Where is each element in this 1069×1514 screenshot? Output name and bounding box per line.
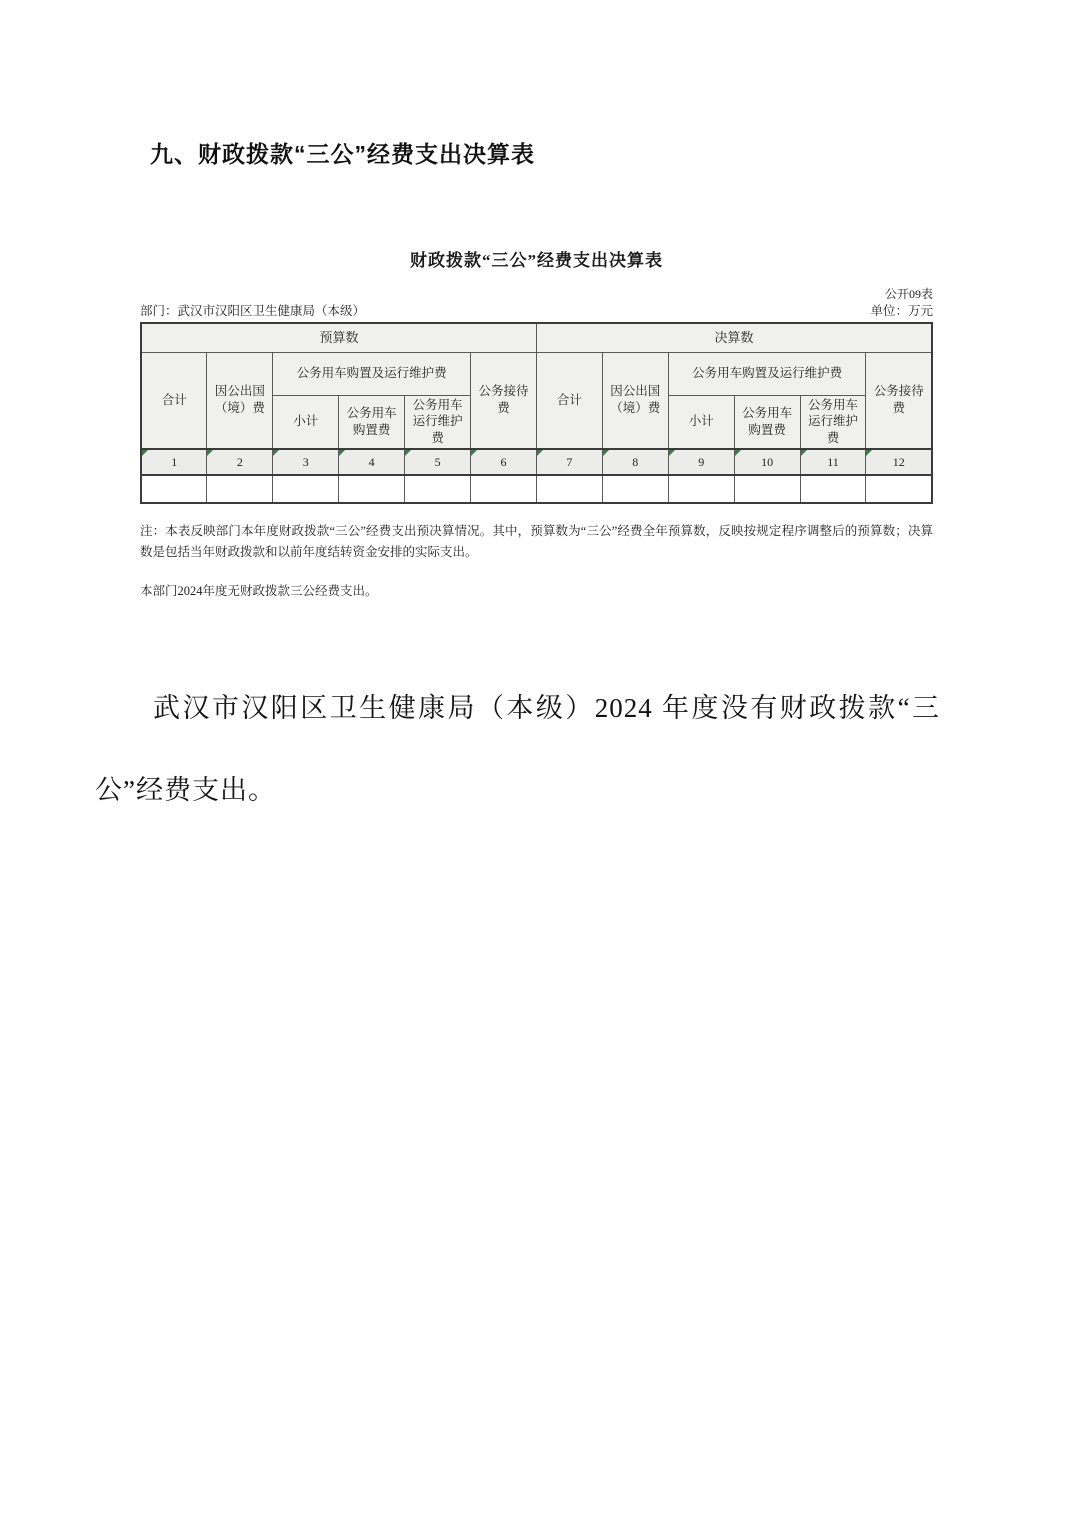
- data-cell: [602, 475, 668, 503]
- data-cell: [141, 475, 207, 503]
- data-cell: [405, 475, 471, 503]
- data-cell: [734, 475, 800, 503]
- data-cell: [273, 475, 339, 503]
- final-vehicle-maintenance-header: 公务用车运行维护费: [800, 395, 866, 449]
- column-number-cell: 9: [668, 449, 734, 475]
- column-number-cell: 2: [207, 449, 273, 475]
- column-number-cell: 8: [602, 449, 668, 475]
- budget-vehicle-group-header: 公务用车购置及运行维护费: [273, 352, 471, 395]
- budget-reception-header: 公务接待费: [471, 352, 537, 449]
- column-number-row: [141, 449, 932, 475]
- data-cell: [207, 475, 273, 503]
- column-number-cell: 12: [866, 449, 932, 475]
- final-reception-header: 公务接待费: [866, 352, 932, 449]
- accounts-table: [140, 322, 933, 504]
- unit-label: 单位：万元: [870, 304, 933, 318]
- final-vehicle-group-header: 公务用车购置及运行维护费: [668, 352, 866, 395]
- closing-paragraph: 武汉市汉阳区卫生健康局（本级）2024 年度没有财政拨款“三公”经费支出。: [95, 693, 940, 805]
- budget-vehicle-purchase-header: 公务用车购置费: [339, 395, 405, 449]
- column-number-cell: 5: [405, 449, 471, 475]
- final-abroad-header: 因公出国（境）费: [602, 352, 668, 449]
- table-header-row: [141, 352, 932, 395]
- table-meta-row: [140, 303, 933, 319]
- data-cell: [471, 475, 537, 503]
- column-number-cell: 10: [734, 449, 800, 475]
- column-number-cell: 6: [471, 449, 537, 475]
- empty-data-row: [141, 475, 932, 503]
- data-cell: [339, 475, 405, 503]
- data-cell: [668, 475, 734, 503]
- final-group-header: 决算数: [536, 323, 932, 352]
- table-title: 财政拨款“三公”经费支出决算表: [410, 251, 663, 270]
- column-number-cell: 4: [339, 449, 405, 475]
- data-cell: [800, 475, 866, 503]
- no-expense-note: 本部门2024年度无财政拨款三公经费支出。: [140, 584, 378, 599]
- budget-vehicle-subtotal-header: 小计: [273, 395, 339, 449]
- budget-vehicle-maintenance-header: 公务用车运行维护费: [405, 395, 471, 449]
- column-number-cell: 1: [141, 449, 207, 475]
- final-vehicle-subtotal-header: 小计: [668, 395, 734, 449]
- form-code: 公开09表: [884, 287, 933, 301]
- budget-abroad-header: 因公出国（境）费: [207, 352, 273, 449]
- table-note: 注：本表反映部门本年度财政拨款“三公”经费支出预决算情况。其中，预算数为“三公”经费全年预算数，反映按规定程序调整后的预算数；决算数是包括当年财政拨款和以前年度结转资金安排的实际支出。: [140, 524, 933, 560]
- column-number-cell: 3: [273, 449, 339, 475]
- data-cell: [536, 475, 602, 503]
- budget-group-header: 预算数: [141, 323, 536, 352]
- data-cell: [866, 475, 932, 503]
- column-number-cell: 7: [536, 449, 602, 475]
- final-vehicle-purchase-header: 公务用车购置费: [734, 395, 800, 449]
- budget-total-header: 合计: [141, 352, 207, 449]
- table-group-header-row: [141, 323, 932, 352]
- final-total-header: 合计: [536, 352, 602, 449]
- page-title: 九、财政拨款“三公”经费支出决算表: [150, 141, 535, 167]
- column-number-cell: 11: [800, 449, 866, 475]
- department-label: 部门：武汉市汉阳区卫生健康局（本级）: [140, 304, 366, 318]
- statement-sheet: [140, 246, 933, 600]
